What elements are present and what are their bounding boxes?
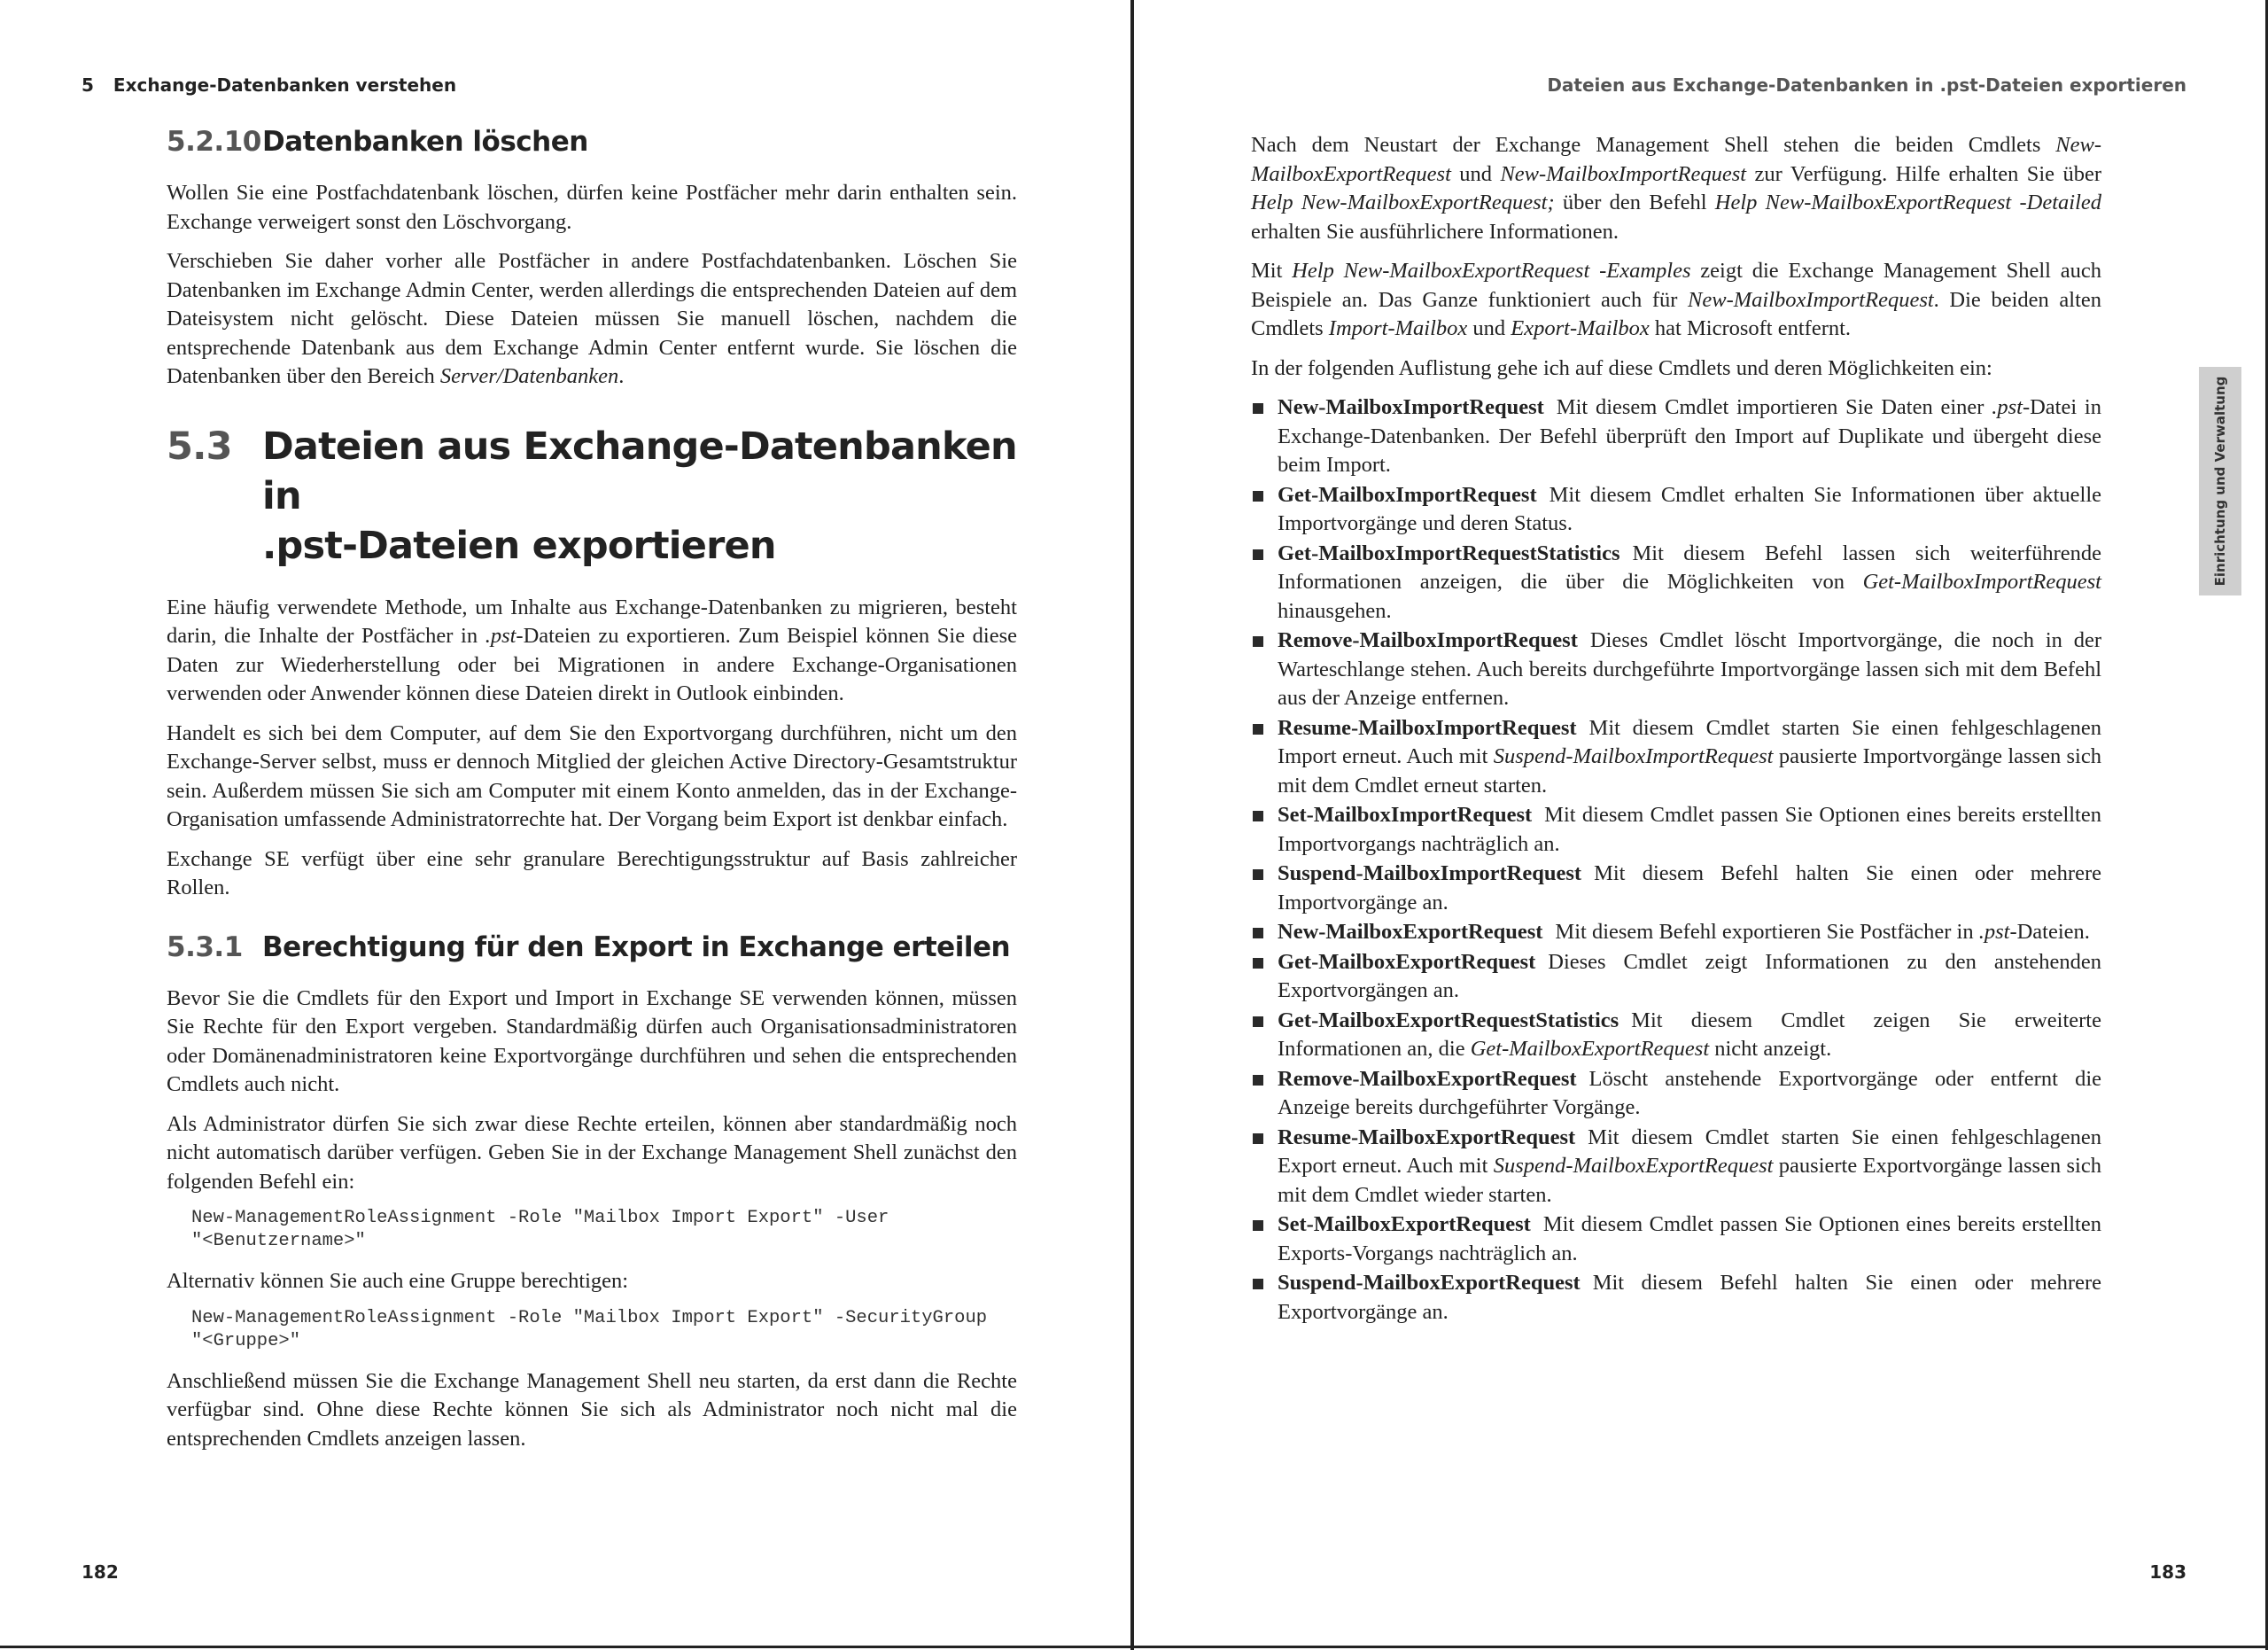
cmdlet-name: Set-MailboxExportRequest [1278, 1212, 1531, 1236]
bullet-square-icon [1253, 403, 1263, 414]
item-text: Mit diesem Cmdlet zeigen Sie erweiterte Informationen an, die [1278, 1008, 2101, 1061]
cmdlet-name: Resume-MailboxImportRequest [1278, 715, 1577, 740]
page-number-right: 183 [2149, 1561, 2186, 1583]
paragraph-text: Mit [1251, 259, 1293, 283]
heading-5-3 [167, 422, 1017, 571]
paragraph-text: . Die beiden alten Cmdlets [1251, 287, 2102, 340]
item-text: -Dateien. [2009, 920, 2090, 944]
list-item [1251, 1269, 2101, 1327]
cmdlet-name: Remove-MailboxImportRequest [1278, 628, 1578, 652]
paragraph [167, 594, 1017, 709]
italic-term: Suspend-MailboxExportRequest [1493, 1154, 1774, 1178]
heading-line: Dateien aus Exchange-Datenbanken in [262, 424, 1017, 518]
paragraph: Exchange SE verfügt über eine sehr granulare Berechtigungsstruktur auf Basis zahlreicher Rollen. [167, 846, 1017, 899]
cmdlet-name: Suspend-MailboxExportRequest [1278, 1271, 1581, 1295]
italic-term: Help New-MailboxExportRequest -Examples [1292, 259, 1691, 283]
paragraph: Handelt es sich bei dem Computer, auf dem Sie den Exportvorgang durchführen, nicht um den Exchange-Server selbst, muss er dennoch Mitglied der gleichen Active Directory-Gesamtstruktur sein. Außerdem müssen Sie sich am Computer mit einem Konto anmelden, das in der Exchange-Organisation umfassende Administratorrechte hat. Der Vorgang beim Export ist denkbar einfach. [167, 720, 1017, 831]
bullet-square-icon [1253, 1075, 1263, 1086]
cmdlet-list [1251, 393, 2101, 1327]
item-text: Mit diesem Cmdlet passen Sie Optionen eines bereits erstellten Exports-Vorgangs nachträglich an. [1278, 1212, 2101, 1265]
chapter-thumb-tab [2199, 367, 2241, 595]
thumb-tab-label: Einrichtung und Verwaltung [2212, 376, 2228, 587]
cmdlet-name: Get-MailboxImportRequestStatistics [1278, 541, 1620, 565]
list-item [1251, 540, 2101, 627]
code-block: New-ManagementRoleAssignment -Role "Mailbox Import Export" -SecurityGroup "<Gruppe>" [191, 1307, 988, 1351]
list-item [1251, 1065, 2101, 1123]
list-item [1251, 918, 2101, 947]
list-item [1251, 393, 2101, 480]
paragraph-text: zeigt die Exchange Management Shell auch Beispiele an. Das Ganze funktioniert auch für [1251, 259, 2101, 312]
running-head-left [82, 74, 456, 96]
bullet-square-icon [1253, 1279, 1263, 1289]
paragraph: In der folgenden Auflistung gehe ich auf diese Cmdlets und deren Möglichkeiten ein: [1251, 355, 1992, 380]
chapter-title: Exchange-Datenbanken verstehen [113, 74, 457, 96]
paragraph: Alternativ können Sie auch eine Gruppe berechtigen: [167, 1269, 629, 1293]
paragraph: Anschließend müssen Sie die Exchange Management Shell neu starten, da erst dann die Rechte verfügbar sind. Ohne diese Rechte können Sie sich als Administrator noch nicht mal die entsprechenden Cmdlets anzeigen lassen. [167, 1368, 1017, 1451]
cmdlet-name: Get-MailboxExportRequest [1278, 949, 1536, 974]
paragraph-text: Eine häufig verwendete Methode, um Inhalte aus Exchange-Datenbanken zu migrieren, besteht darin, die Inhalte der Postfächer in [167, 595, 1017, 648]
bullet-square-icon [1253, 724, 1263, 735]
item-text: hinausgehen. [1278, 598, 1392, 623]
bullet-square-icon [1253, 1133, 1263, 1144]
bullet-square-icon [1253, 958, 1263, 969]
cmdlet-name: Suspend-MailboxImportRequest [1278, 861, 1582, 885]
list-item [1251, 1007, 2101, 1064]
heading-number: 5.3 [167, 424, 232, 469]
chapter-number: 5 [82, 74, 94, 96]
bullet-square-icon [1253, 1220, 1263, 1231]
italic-term: Help New-MailboxExportRequest; [1251, 191, 1555, 214]
list-item [1251, 801, 2101, 859]
paragraph-text: und [1467, 316, 1511, 340]
italic-term: Suspend-MailboxImportRequest [1493, 744, 1774, 768]
page-edge-bottom [0, 1646, 2268, 1648]
paragraph-text: erhalten Sie ausführlichere Informationen. [1251, 219, 1619, 244]
item-text: pausierte Exportvorgänge lassen sich mit dem Cmdlet wieder starten. [1278, 1154, 2101, 1207]
item-text: Dieses Cmdlet löscht Importvorgänge, die noch in der Warteschlange stehen. Auch bereits durchgeführte Importvorgänge lassen sich mit dem Befehl aus der Anzeige entfernen. [1278, 628, 2101, 710]
cmdlet-name: Get-MailboxImportRequest [1278, 482, 1537, 507]
italic-term: Get-MailboxImportRequest [1862, 570, 2101, 594]
item-text: Mit diesem Cmdlet erhalten Sie Informationen über aktuelle Importvorgänge und deren Status. [1278, 482, 2101, 535]
italic-term: New-MailboxImportRequest [1500, 161, 1747, 186]
bullet-square-icon [1253, 1016, 1263, 1027]
paragraph [167, 247, 1017, 392]
page-number-left: 182 [82, 1561, 119, 1583]
bullet-square-icon [1253, 636, 1263, 647]
left-page [0, 0, 1132, 1650]
italic-term: .pst [485, 624, 517, 648]
italic-term: Get-MailboxExportRequest [1470, 1037, 1710, 1061]
left-text-column [167, 124, 1017, 1464]
item-text: Mit diesem Cmdlet importieren Sie Daten einer [1556, 395, 1992, 419]
paragraph [1251, 131, 2101, 246]
paragraph-text: . [618, 364, 625, 388]
italic-term: New-MailboxImportRequest [1688, 287, 1934, 312]
italic-term: .pst [1978, 920, 2010, 944]
cmdlet-name: Set-MailboxImportRequest [1278, 803, 1533, 827]
italic-term: New-MailboxExportRequest [1251, 133, 2101, 186]
paragraph-text: Nach dem Neustart der Exchange Management Shell stehen die beiden Cmdlets [1251, 133, 2056, 157]
paragraph-text: zur Verfügung. Hilfe erhalten Sie über [1746, 161, 2102, 186]
heading-title [262, 422, 1017, 571]
item-text: Mit diesem Cmdlet starten Sie einen fehlgeschlagenen Export erneut. Auch mit [1278, 1125, 2101, 1178]
paragraph-text: hat Microsoft entfernt. [1649, 316, 1852, 340]
list-item [1251, 860, 2101, 917]
item-text: Dieses Cmdlet zeigt Informationen zu den anstehenden Exportvorgängen an. [1278, 949, 2101, 1002]
bullet-square-icon [1253, 491, 1263, 502]
item-text: Mit diesem Befehl halten Sie einen oder mehrere Importvorgänge an. [1278, 861, 2101, 915]
italic-term: .pst [1992, 395, 2023, 419]
heading-number: 5.2.10 [167, 126, 261, 158]
paragraph [1251, 257, 2101, 344]
paragraph-text: und [1450, 161, 1501, 186]
bullet-square-icon [1253, 811, 1263, 821]
item-text: Mit diesem Cmdlet passen Sie Optionen eines bereits erstellten Importvorgangs nachträglich an. [1278, 803, 2101, 856]
list-item [1251, 1210, 2101, 1268]
heading-5-2-10 [167, 124, 1017, 160]
heading-title: Berechtigung für den Export in Exchange erteilen [262, 930, 1011, 963]
list-item [1251, 948, 2101, 1006]
right-text-column [1251, 131, 2101, 1327]
cmdlet-name: Get-MailboxExportRequestStatistics [1278, 1008, 1619, 1032]
item-text: Mit diesem Befehl exportieren Sie Postfächer in [1555, 920, 1979, 944]
heading-line: .pst-Dateien exportieren [262, 523, 776, 568]
heading-title: Datenbanken löschen [262, 126, 588, 158]
item-text: Löscht anstehende Exportvorgänge oder entfernt die Anzeige bereits durchgeführter Vorgänge. [1278, 1066, 2101, 1119]
heading-number: 5.3.1 [167, 930, 243, 963]
cmdlet-name: New-MailboxImportRequest [1278, 395, 1544, 419]
heading-5-3-1 [167, 930, 1017, 965]
item-text: Mit diesem Befehl halten Sie einen oder mehrere Exportvorgänge an. [1278, 1271, 2101, 1324]
italic-term: Export-Mailbox [1511, 316, 1650, 340]
paragraph: Wollen Sie eine Postfachdatenbank löschen, dürfen keine Postfächer mehr darin enthalten sein. Exchange verweigert sonst den Löschvorgang. [167, 181, 1017, 234]
item-text: Mit diesem Befehl lassen sich weiterführende Informationen anzeigen, die über die Möglichkeiten von [1278, 541, 2101, 594]
cmdlet-name: New-MailboxExportRequest [1278, 920, 1543, 944]
paragraph-text: über den Befehl [1554, 191, 1715, 214]
list-item [1251, 481, 2101, 539]
paragraph-text: -Dateien zu exportieren. Zum Beispiel können Sie diese Daten zur Wiederherstellung oder bei Migrationen in andere Exchange-Organisationen verwenden oder Anwender können diese Dateien direkt in Outlook einbinden. [167, 624, 1017, 705]
paragraph-text: Verschieben Sie daher vorher alle Postfächer in andere Postfachdatenbanken. Löschen Sie Datenbanken im Exchange Admin Center, werden allerdings die entsprechenden Dateien auf dem Dateisystem nicht gelöscht. Diese Dateien müssen Sie manuell löschen, nachdem die entsprechende Datenbank aus dem Exchange Admin Center entfernt wurde. Sie löschen die Datenbanken über den Bereich [167, 249, 1017, 388]
item-text: nicht anzeigt. [1709, 1037, 1832, 1061]
paragraph: Als Administrator dürfen Sie sich zwar diese Rechte erteilen, können aber standardmäßig noch nicht automatisch darüber verfügen. Geben Sie in der Exchange Management Shell zunächst den folgenden Befehl ein: [167, 1111, 1017, 1194]
italic-term: Import-Mailbox [1328, 316, 1468, 340]
cmdlet-name: Resume-MailboxExportRequest [1278, 1125, 1576, 1149]
list-item [1251, 627, 2101, 713]
bullet-square-icon [1253, 869, 1263, 880]
paragraph: Bevor Sie die Cmdlets für den Export und Import in Exchange SE verwenden können, müssen Sie Rechte für den Export vergeben. Standardmäßig dürfen auch Organisationsadministratoren oder Domänenadministratoren keine Exportvorgänge durchführen und sehen die entsprechenden Cmdlets auch nicht. [167, 985, 1017, 1096]
list-item [1251, 714, 2101, 801]
cmdlet-name: Remove-MailboxExportRequest [1278, 1066, 1577, 1091]
running-head-right: Dateien aus Exchange-Datenbanken in .pst-Dateien exportieren [1547, 74, 2186, 96]
italic-term: Server/Datenbanken [439, 364, 619, 388]
item-text: -Datei in Exchange-Datenbanken. Der Befehl überprüft den Import auf Duplikate und übergeht diese beim Import. [1278, 395, 2101, 477]
bullet-square-icon [1253, 549, 1263, 560]
bullet-square-icon [1253, 928, 1263, 938]
code-block: New-ManagementRoleAssignment -Role "Mailbox Import Export" -User "<Benutzername>" [191, 1208, 889, 1251]
list-item [1251, 1124, 2101, 1210]
item-text: pausierte Importvorgänge lassen sich mit dem Cmdlet erneut starten. [1278, 744, 2101, 798]
italic-term: Help New-MailboxExportRequest -Detailed [1714, 191, 2101, 214]
item-text: Mit diesem Cmdlet starten Sie einen fehlgeschlagenen Import erneut. Auch mit [1278, 715, 2101, 768]
